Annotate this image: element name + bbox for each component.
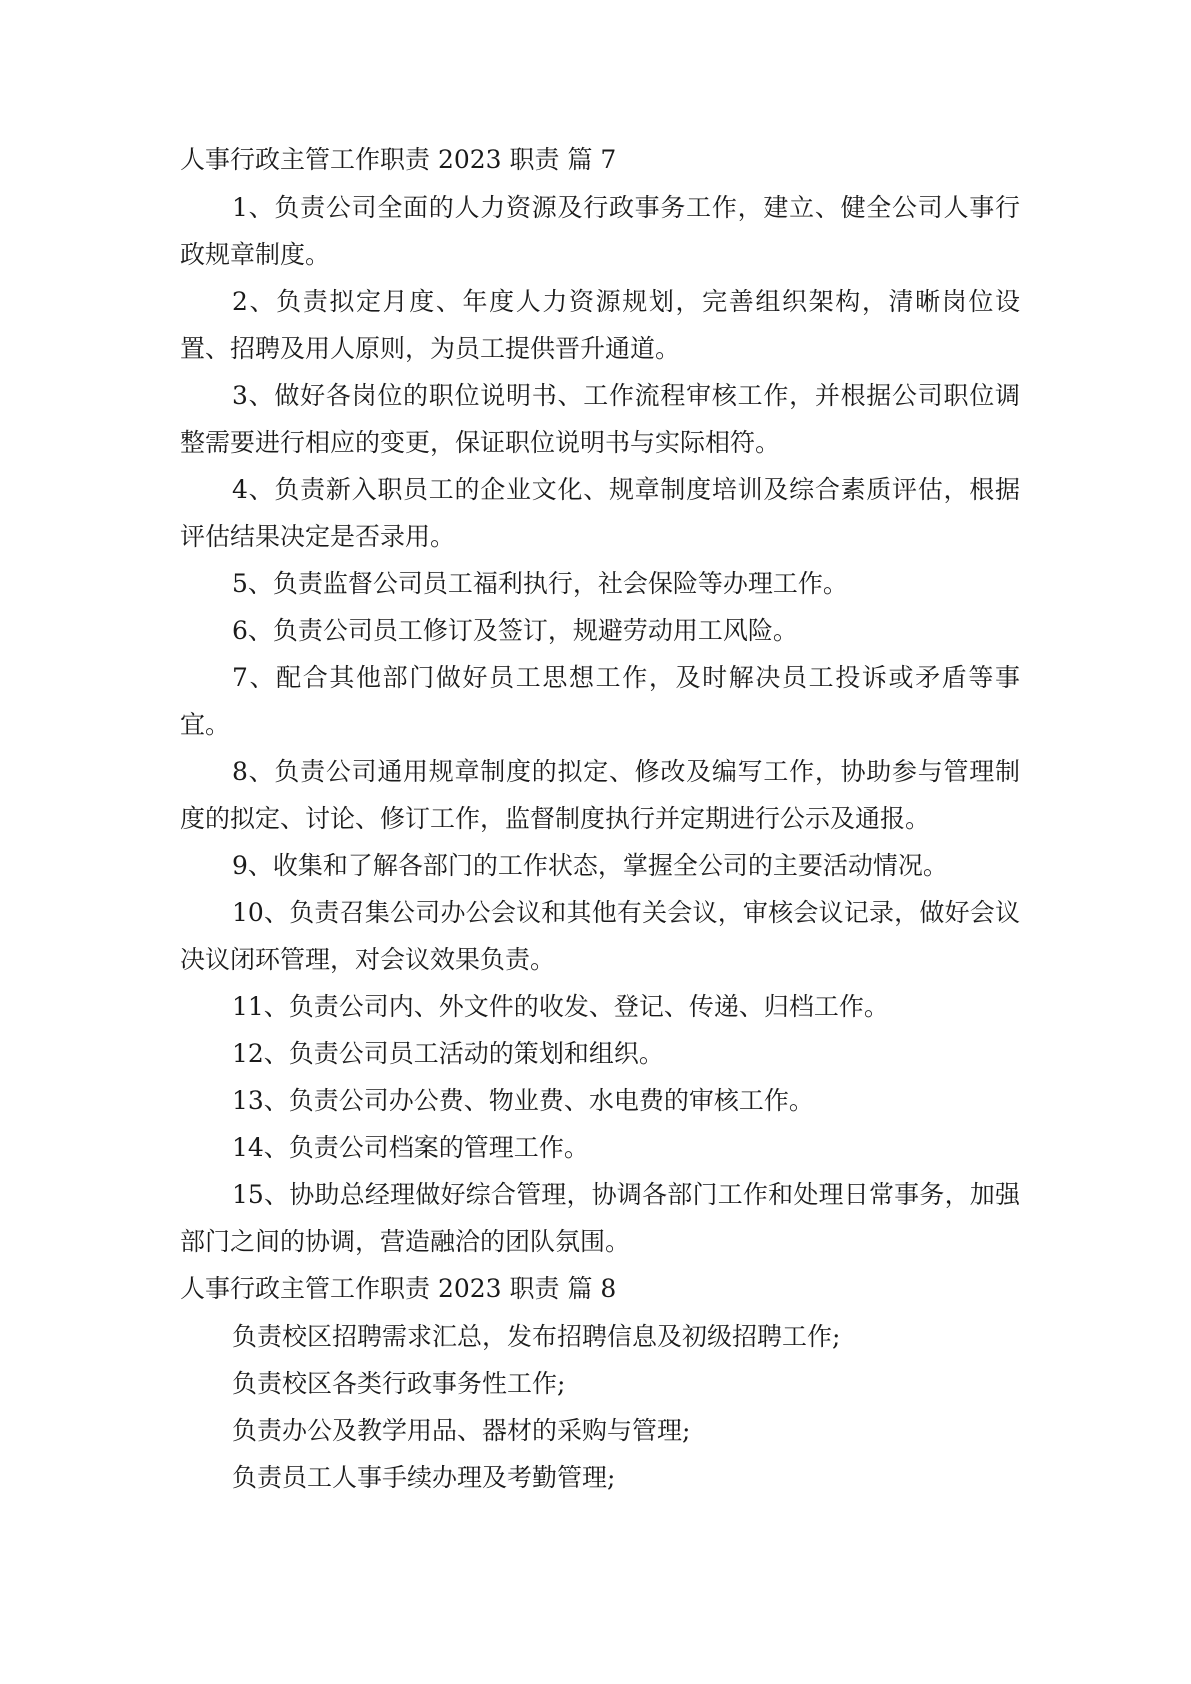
duty-item-10: 10、负责召集公司办公会议和其他有关会议，审核会议记录，做好会议决议闭环管理，对会议效果负责。 — [180, 898, 1020, 974]
duty-line-recruitment: 负责校区招聘需求汇总，发布招聘信息及初级招聘工作; — [232, 1322, 841, 1351]
duty-item-9: 9、收集和了解各部门的工作状态，掌握全公司的主要活动情况。 — [232, 851, 948, 880]
duty-item-8: 8、负责公司通用规章制度的拟定、修改及编写工作，协助参与管理制度的拟定、讨论、修订工作，监督制度执行并定期进行公示及通报。 — [180, 757, 1020, 833]
duty-item-3: 3、做好各岗位的职位说明书、工作流程审核工作，并根据公司职位调整需要进行相应的变更，保证职位说明书与实际相符。 — [180, 381, 1020, 457]
duty-item-13: 13、负责公司办公费、物业费、水电费的审核工作。 — [232, 1086, 814, 1115]
duty-item-6: 6、负责公司员工修订及签订，规避劳动用工风险。 — [232, 616, 798, 645]
duty-item-11: 11、负责公司内、外文件的收发、登记、传递、归档工作。 — [232, 992, 889, 1021]
section-7-heading: 人事行政主管工作职责 2023 职责 篇 7 — [180, 145, 617, 174]
duty-item-15: 15、协助总经理做好综合管理，协调各部门工作和处理日常事务，加强部门之间的协调，营造融洽的团队氛围。 — [180, 1180, 1020, 1256]
document-page — [180, 136, 1020, 1501]
duty-item-7: 7、配合其他部门做好员工思想工作，及时解决员工投诉或矛盾等事宜。 — [180, 663, 1020, 739]
duty-line-attendance: 负责员工人事手续办理及考勤管理; — [232, 1463, 616, 1492]
duty-item-12: 12、负责公司员工活动的策划和组织。 — [232, 1039, 664, 1068]
duty-item-4: 4、负责新入职员工的企业文化、规章制度培训及综合素质评估，根据评估结果决定是否录用。 — [180, 475, 1020, 551]
duty-item-2: 2、负责拟定月度、年度人力资源规划，完善组织架构，清晰岗位设置、招聘及用人原则，为员工提供晋升通道。 — [180, 287, 1020, 363]
duty-item-5: 5、负责监督公司员工福利执行，社会保险等办理工作。 — [232, 569, 848, 598]
section-8-heading: 人事行政主管工作职责 2023 职责 篇 8 — [180, 1274, 617, 1303]
duty-item-14: 14、负责公司档案的管理工作。 — [232, 1133, 589, 1162]
duty-line-procurement: 负责办公及教学用品、器材的采购与管理; — [232, 1416, 691, 1445]
duty-line-admin-affairs: 负责校区各类行政事务性工作; — [232, 1369, 566, 1398]
duty-item-1: 1、负责公司全面的人力资源及行政事务工作，建立、健全公司人事行政规章制度。 — [180, 193, 1020, 269]
